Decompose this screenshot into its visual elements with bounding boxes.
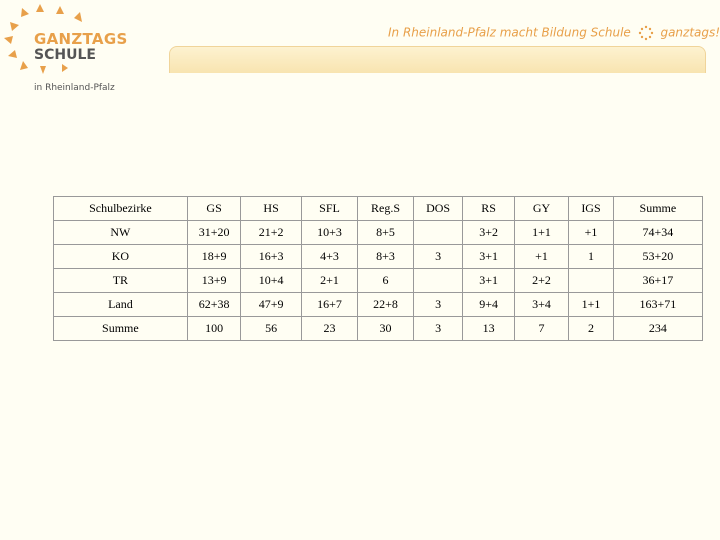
table-header-row [54,197,703,221]
ganztagsschule-logo [0,0,130,100]
header-slogan [388,25,720,41]
table-cell: 1+1 [569,293,614,317]
column-header: IGS [569,197,614,221]
table-cell: 2+2 [514,269,568,293]
table-cell [413,221,463,245]
header-bar [169,46,706,73]
column-header: Schulbezirke [54,197,188,221]
table-cell: 8+3 [358,245,414,269]
table-cell: 16+7 [301,293,357,317]
table-cell: 2 [569,317,614,341]
table-cell: KO [54,245,188,269]
table-cell: Land [54,293,188,317]
table-cell: 23 [301,317,357,341]
table-cell: 3+1 [463,245,514,269]
table-cell: 16+3 [241,245,301,269]
table-cell: 163+71 [613,293,702,317]
table-cell: 4+3 [301,245,357,269]
table-cell: TR [54,269,188,293]
table-cell: +1 [569,221,614,245]
table-cell: 13 [463,317,514,341]
table-cell: 53+20 [613,245,702,269]
logo-text-schule: SCHULE [34,47,96,63]
sparkle-icon [638,25,654,41]
column-header: Reg.S [358,197,414,221]
table-cell: 13+9 [187,269,241,293]
table-row [54,293,703,317]
table-cell: 21+2 [241,221,301,245]
table-cell: NW [54,221,188,245]
table-cell: Summe [54,317,188,341]
logo-text-region: in Rheinland-Pfalz [34,83,115,93]
table-row [54,221,703,245]
table-cell: 9+4 [463,293,514,317]
sun-rays-top-icon [30,0,110,30]
table-cell: 22+8 [358,293,414,317]
column-header: RS [463,197,514,221]
table-cell: 31+20 [187,221,241,245]
table-cell: 62+38 [187,293,241,317]
table-cell: 7 [514,317,568,341]
column-header: HS [241,197,301,221]
table-cell: 10+4 [241,269,301,293]
table-cell: 1 [569,245,614,269]
table-cell: 3 [413,293,463,317]
column-header: GS [187,197,241,221]
table-cell: 3 [413,317,463,341]
table-cell: 10+3 [301,221,357,245]
slogan-text: In Rheinland-Pfalz macht Bildung Schule [388,25,631,40]
table-cell: 2+1 [301,269,357,293]
logo-text-ganztags: GANZTAGS [34,30,128,48]
school-district-table [53,196,703,341]
table-cell [569,269,614,293]
slogan-ganztags: ganztags! [660,25,720,40]
table-cell: 1+1 [514,221,568,245]
table-cell: 3+1 [463,269,514,293]
table-cell: 36+17 [613,269,702,293]
table-cell: 234 [613,317,702,341]
table-cell [413,269,463,293]
sun-rays-icon [0,0,34,80]
table-cell: 6 [358,269,414,293]
table-row [54,245,703,269]
column-header: GY [514,197,568,221]
table-cell: 100 [187,317,241,341]
table-row [54,317,703,341]
table-cell: 3+4 [514,293,568,317]
table-cell: 3 [413,245,463,269]
table-cell: 3+2 [463,221,514,245]
table-cell: +1 [514,245,568,269]
table-cell: 47+9 [241,293,301,317]
table-cell: 8+5 [358,221,414,245]
column-header: SFL [301,197,357,221]
column-header: DOS [413,197,463,221]
column-header: Summe [613,197,702,221]
table-cell: 18+9 [187,245,241,269]
table-cell: 74+34 [613,221,702,245]
table-row [54,269,703,293]
table-cell: 30 [358,317,414,341]
table-cell: 56 [241,317,301,341]
